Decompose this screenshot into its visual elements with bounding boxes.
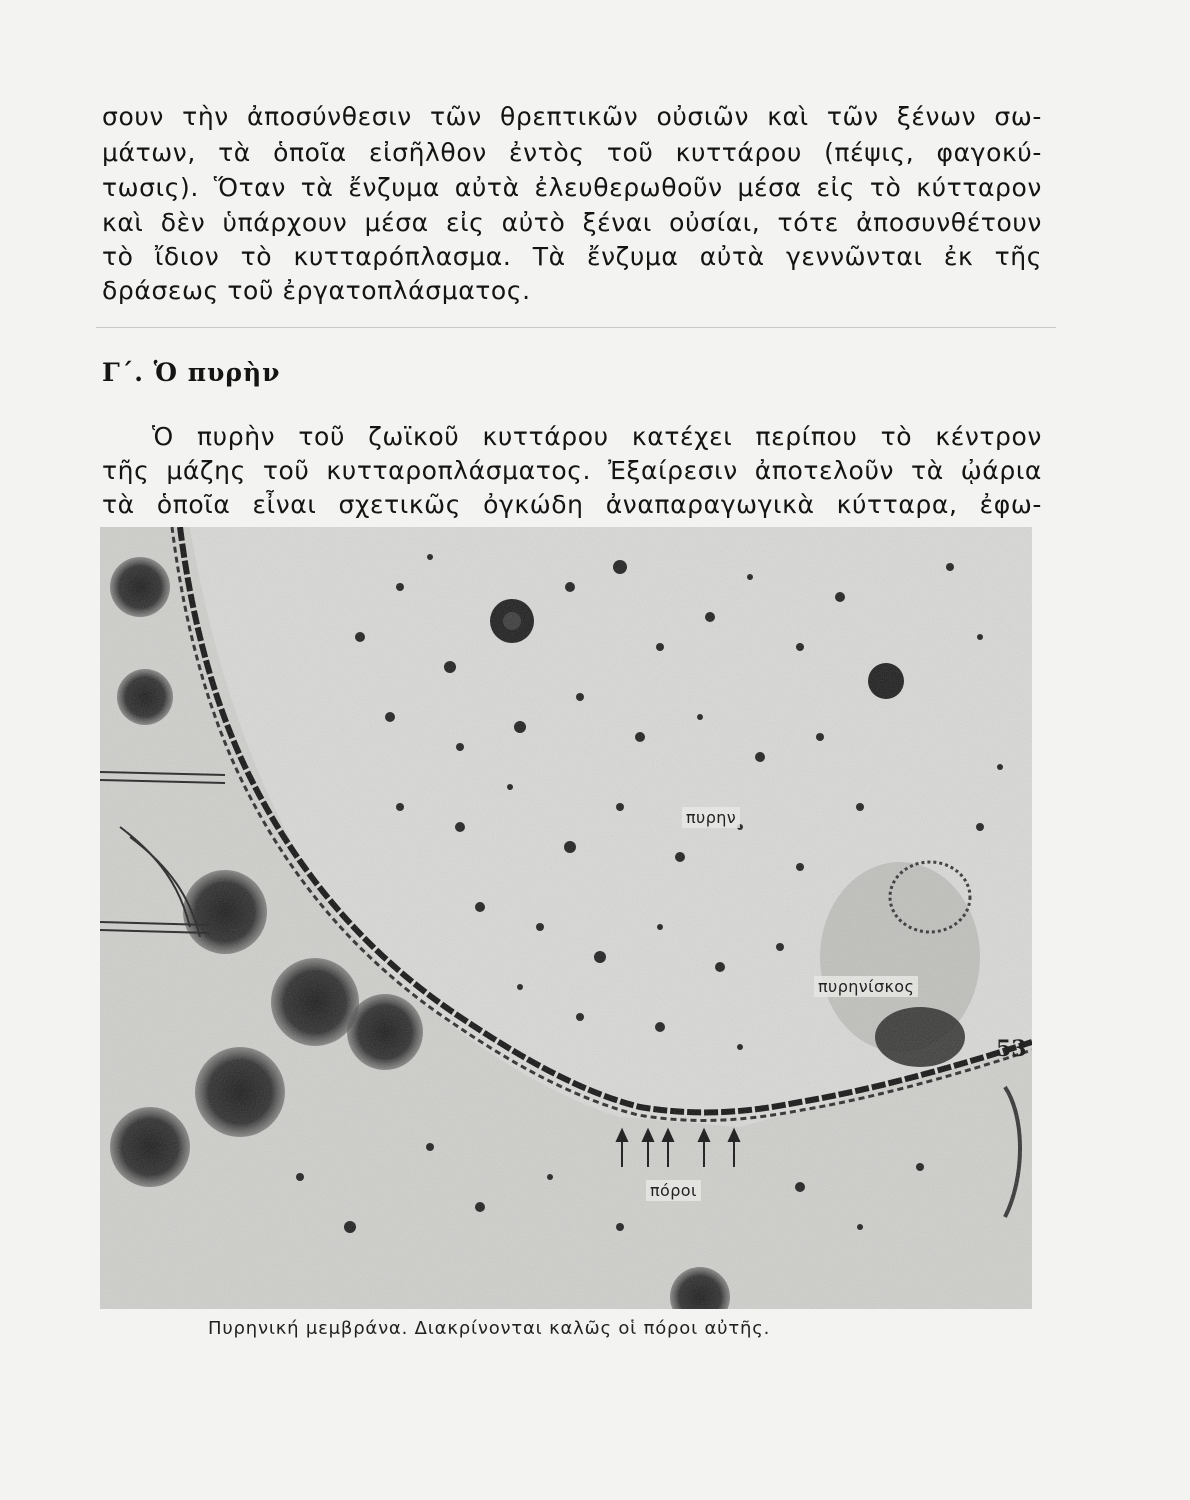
paragraph-1-line-3: τωσις). Ὅταν τὰ ἔνζυμα αὐτὰ ἐλευθερωθοῦν μέσα εἰς τὸ κύτταρον [102,173,1042,202]
paragraph-1-line-6: δράσεως τοῦ ἐργατοπλάσματος. [102,276,531,305]
paragraph-2-line-2: τῆς μάζης τοῦ κυτταροπλάσματος. Ἐξαίρεσιν ἀποτελοῦν τὰ ᾠάρια [102,456,1042,485]
micrograph-image [100,527,1032,1309]
label-nucleus: πυρην [682,807,740,828]
bleed-through-rule [96,327,1056,328]
paragraph-1-line-5: τὸ ἴδιον τὸ κυτταρόπλασμα. Τὰ ἔνζυμα αὐτὰ γεννῶνται ἐκ τῆς [102,242,1042,271]
electron-micrograph [100,527,1032,1309]
paragraph-1-line-4: καὶ δὲν ὑπάρχουν μέσα εἰς αὐτὸ ξέναι οὐσίαι, τότε ἀποσυνθέτουν [102,208,1042,237]
paragraph-1-line-1: σουν τὴν ἀποσύνθεσιν τῶν θρεπτικῶν οὐσιῶν καὶ τῶν ξένων σω- [102,102,1042,131]
paragraph-2-line-1: Ὁ πυρὴν τοῦ ζωϊκοῦ κυττάρου κατέχει περίπου τὸ κέντρον [152,422,1042,451]
label-pores: πόροι [646,1180,701,1201]
page-number: 53 [996,1036,1027,1062]
figure-caption: Πυρηνική μεμβράνα. Διακρίνονται καλῶς οἱ πόροι αὐτῆς. [208,1318,771,1339]
paragraph-2-line-3: τὰ ὁποῖα εἶναι σχετικῶς ὀγκώδη ἀναπαραγωγικὰ κύτταρα, ἐφω- [102,490,1042,519]
label-nucleolus: πυρηνίσκος [814,976,918,997]
section-heading: Γ΄. Ὁ πυρὴν [102,358,281,387]
paragraph-1-line-2: μάτων, τὰ ὁποῖα εἰσῆλθον ἐντὸς τοῦ κυττάρου (πέψις, φαγοκύ- [102,138,1042,167]
